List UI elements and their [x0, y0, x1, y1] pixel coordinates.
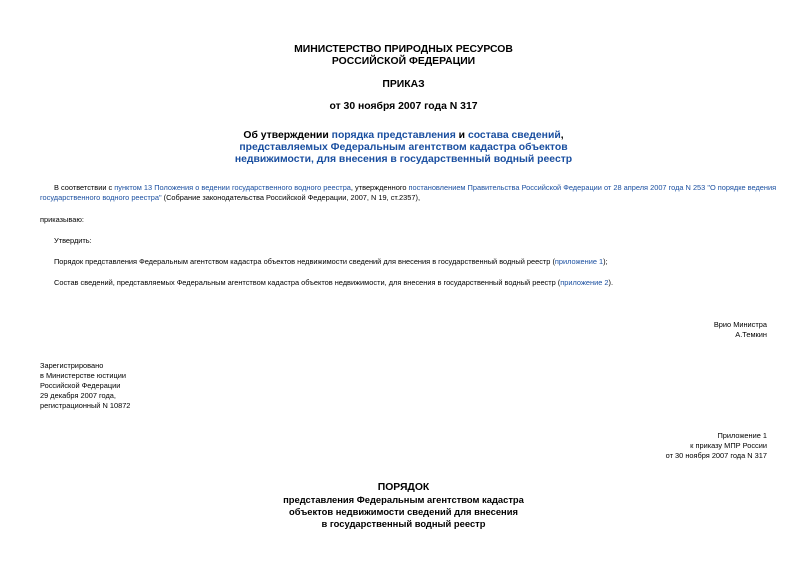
- appendix-ref-line: к приказу МПР России: [690, 441, 767, 450]
- approve-word: Утвердить:: [54, 236, 92, 245]
- preamble-text-3: (Собрание законодательства Российской Федерации, 2007, N 19, ст.2357),: [161, 193, 421, 202]
- ministry-line-1: МИНИСТЕРСТВО ПРИРОДНЫХ РЕСУРСОВ: [294, 44, 513, 55]
- registration-line: в Министерстве юстиции: [40, 371, 127, 380]
- signature-position: Врио Министра: [713, 320, 767, 329]
- preamble-paragraph: [40, 183, 780, 203]
- signature-name: А.Темкин: [735, 330, 767, 339]
- ministry-line-2: РОССИЙСКОЙ ФЕДЕРАЦИИ: [331, 56, 476, 67]
- title-link-line-3[interactable]: недвижимости, для внесения в государственный водный реестр: [234, 154, 573, 165]
- item-2-end: ).: [608, 278, 613, 287]
- item-1-end: );: [603, 257, 608, 266]
- title-line-3: [0, 154, 807, 166]
- title-line-2: [0, 142, 807, 154]
- title-link-line-2[interactable]: представляемых Федеральным агентством кадастра объектов: [239, 142, 568, 153]
- item-1-text: Порядок представления Федеральным агентством кадастра объектов недвижимости сведений для внесения в государственный водный реестр (: [54, 257, 555, 266]
- item-2-link-appendix-2[interactable]: приложение 2: [560, 278, 609, 287]
- appendix-ref-line: от 30 ноября 2007 года N 317: [665, 451, 767, 460]
- signature-block: [714, 320, 767, 340]
- order-word: приказываю:: [40, 215, 84, 224]
- document-type: ПРИКАЗ: [382, 79, 425, 90]
- registration-block: [40, 361, 130, 411]
- item-1-link-appendix-1[interactable]: приложение 1: [554, 257, 604, 266]
- appendix-heading: ПОРЯДОК: [377, 482, 430, 493]
- title-text-pre: Об утверждении: [243, 130, 332, 141]
- appendix-title-line: объектов недвижимости сведений для внесения: [289, 506, 518, 517]
- registration-line: 29 декабря 2007 года,: [40, 391, 116, 400]
- appendix-ref-line: Приложение 1: [717, 431, 767, 440]
- item-2-text: Состав сведений, представляемых Федеральным агентством кадастра объектов недвижимости, для внесения в государственный водный реестр (: [54, 278, 561, 287]
- title-link-composition[interactable]: состава сведений: [467, 130, 561, 141]
- appendix-reference: [666, 431, 767, 461]
- title-line-1: [0, 130, 807, 142]
- registration-line: регистрационный N 10872: [40, 401, 131, 410]
- registration-line: Российской Федерации: [40, 381, 121, 390]
- appendix-title-line: в государственный водный реестр: [321, 518, 486, 529]
- preamble-text-2: , утвержденного: [350, 183, 409, 192]
- appendix-title-line: представления Федеральным агентством кадастра: [283, 494, 524, 505]
- document-date-number: от 30 ноября 2007 года N 317: [329, 101, 478, 112]
- order-item-1: [40, 257, 780, 267]
- preamble-link-regulation[interactable]: пунктом 13 Положения о ведении государственного водного реестра: [114, 183, 351, 192]
- title-text-post: ,: [560, 130, 564, 141]
- registration-line: Зарегистрировано: [40, 361, 104, 370]
- title-link-procedure[interactable]: порядка представления: [331, 130, 456, 141]
- preamble-link-resolution[interactable]: постановлением Правительства Российской Федерации от 28 апреля 2007 года N 253 "О порядке ведения государственного водного реестра": [40, 183, 777, 202]
- preamble-text-1: В соответствии с: [54, 183, 115, 192]
- title-text-mid: и: [455, 130, 468, 141]
- order-item-2: [40, 278, 780, 288]
